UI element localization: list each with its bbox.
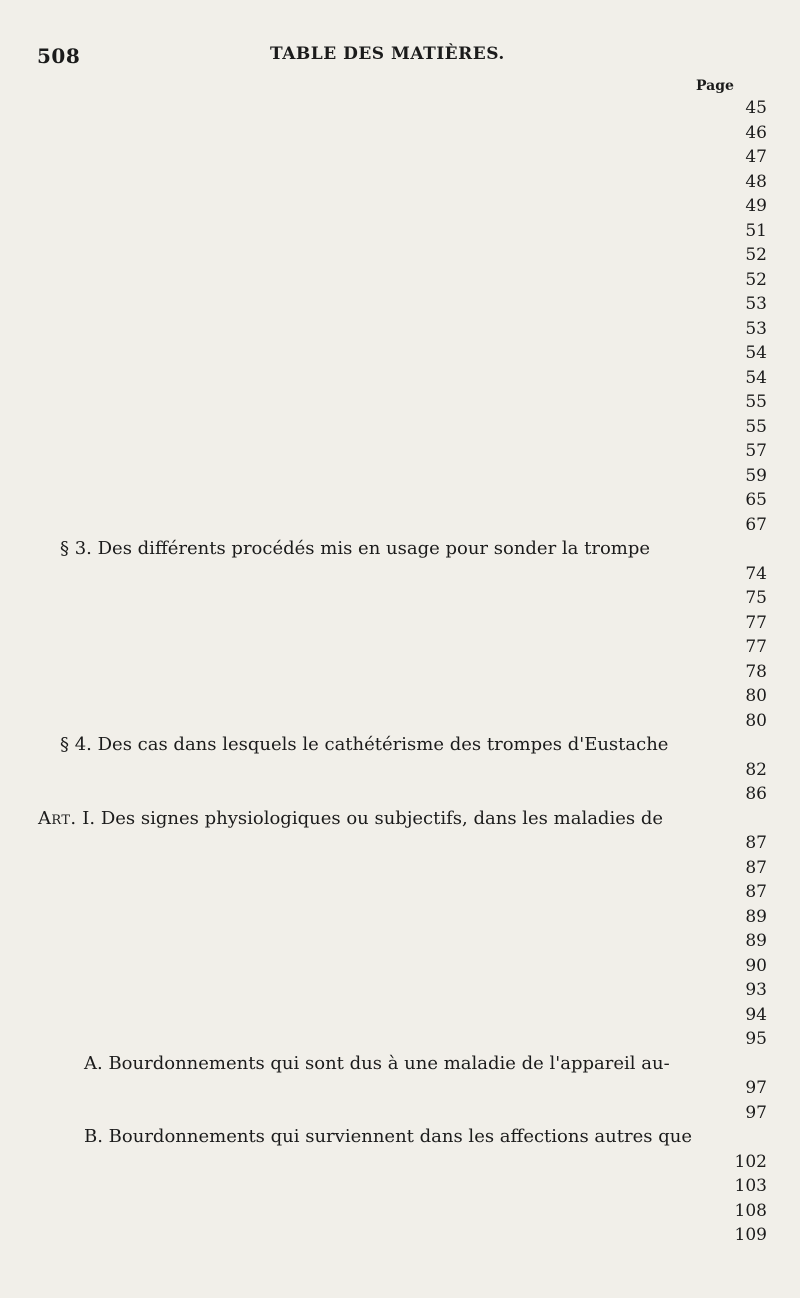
toc-entry <box>0 905 800 930</box>
toc-entry-page: 108 <box>0 1199 767 1223</box>
toc-entry <box>0 366 800 391</box>
toc-entry-page: 75 <box>0 586 767 610</box>
toc-entry <box>0 464 800 489</box>
toc-entry <box>0 1150 800 1175</box>
toc-entry-page: 53 <box>0 292 767 316</box>
toc-entry-text: B. Bourdonnements qui surviennent dans les affections autres que <box>84 1125 695 1149</box>
toc-entry-page: 89 <box>0 929 767 953</box>
toc-entry <box>0 1003 800 1028</box>
toc-entry-page: 48 <box>0 170 767 194</box>
toc-entry-page: 57 <box>0 439 767 463</box>
toc-entry <box>0 1223 800 1248</box>
toc-entry-page: 67 <box>0 513 767 537</box>
toc-entry <box>0 121 800 146</box>
toc-entry-text: § 4. Des cas dans lesquels le cathétérisme des trompes d'Eustache <box>60 733 671 757</box>
toc-entry-page: 55 <box>0 415 767 439</box>
toc-entry <box>0 439 800 464</box>
toc-entry <box>0 684 800 709</box>
toc-entry-page: 80 <box>0 684 767 708</box>
toc-entry <box>0 611 800 636</box>
toc-entry-page: 77 <box>0 611 767 635</box>
toc-entry <box>0 807 800 832</box>
toc-entry <box>0 145 800 170</box>
toc-entry-page: 45 <box>0 96 767 120</box>
toc-entry <box>0 856 800 881</box>
toc-entry-page: 49 <box>0 194 767 218</box>
toc-entry <box>0 390 800 415</box>
toc-entry-page: 87 <box>0 856 767 880</box>
toc-entry-page: 82 <box>0 758 767 782</box>
toc-entry-page: 52 <box>0 268 767 292</box>
toc-entry-text: § 3. Des différents procédés mis en usage pour sonder la trompe <box>60 537 653 561</box>
toc-entry-page: 86 <box>0 782 767 806</box>
toc-entry-page: 77 <box>0 635 767 659</box>
toc-entry <box>0 219 800 244</box>
toc-entry <box>0 341 800 366</box>
toc-entry-page: 46 <box>0 121 767 145</box>
toc-entry <box>0 317 800 342</box>
toc-entry-page: 53 <box>0 317 767 341</box>
toc-entry <box>0 1052 800 1077</box>
toc-entry-page: 74 <box>0 562 767 586</box>
toc-entry-page: 109 <box>0 1223 767 1247</box>
toc-entry-page: 94 <box>0 1003 767 1027</box>
toc-entry-page: 93 <box>0 978 767 1002</box>
toc-entry <box>0 1101 800 1126</box>
toc-entry-text: Art. I. Des signes physiologiques ou subjectifs, dans les maladies de <box>38 807 666 831</box>
toc-entry <box>0 1199 800 1224</box>
toc-entry-page: 89 <box>0 905 767 929</box>
toc-entry-page: 59 <box>0 464 767 488</box>
toc-entry <box>0 1125 800 1150</box>
page-number: 508 <box>37 44 81 68</box>
page-column-label: Page <box>696 78 734 94</box>
toc-entry <box>0 709 800 734</box>
toc-entry-page: 54 <box>0 341 767 365</box>
toc-entry-page: 102 <box>0 1150 767 1174</box>
toc-entry-page: 90 <box>0 954 767 978</box>
toc-entry <box>0 1174 800 1199</box>
toc-entry-page: 97 <box>0 1076 767 1100</box>
toc-entry <box>0 758 800 783</box>
toc-entry <box>0 978 800 1003</box>
toc-entry <box>0 170 800 195</box>
toc-entry <box>0 831 800 856</box>
toc-entry <box>0 268 800 293</box>
page-header <box>0 36 800 70</box>
toc-entry <box>0 954 800 979</box>
toc-entry-page: 95 <box>0 1027 767 1051</box>
toc-entry <box>0 586 800 611</box>
toc-entry-page: 47 <box>0 145 767 169</box>
toc-entry-page: 51 <box>0 219 767 243</box>
toc-entry-page: 52 <box>0 243 767 267</box>
toc-entry <box>0 929 800 954</box>
toc-entry <box>0 1027 800 1052</box>
toc-entry <box>0 96 800 121</box>
toc-entry <box>0 292 800 317</box>
toc-entry <box>0 782 800 807</box>
toc-entry-text: A. Bourdonnements qui sont dus à une maladie de l'appareil au- <box>84 1052 673 1076</box>
toc-entry <box>0 660 800 685</box>
toc-entry <box>0 1076 800 1101</box>
toc-entry-page: 80 <box>0 709 767 733</box>
toc-entry <box>0 880 800 905</box>
toc-entry <box>0 488 800 513</box>
toc-entry-page: 78 <box>0 660 767 684</box>
running-title: TABLE DES MATIÈRES. <box>270 44 505 64</box>
toc-entry-page: 54 <box>0 366 767 390</box>
toc-entry <box>0 243 800 268</box>
toc-entry <box>0 513 800 538</box>
toc-entry <box>0 635 800 660</box>
toc-entry-page: 97 <box>0 1101 767 1125</box>
toc-entry-page: 103 <box>0 1174 767 1198</box>
toc-entry <box>0 415 800 440</box>
toc-entry-page: 87 <box>0 880 767 904</box>
table-of-contents <box>0 96 800 1248</box>
toc-entry <box>0 537 800 562</box>
toc-entry-page: 55 <box>0 390 767 414</box>
toc-entry <box>0 733 800 758</box>
toc-entry-page: 87 <box>0 831 767 855</box>
toc-entry-page: 65 <box>0 488 767 512</box>
toc-entry <box>0 562 800 587</box>
toc-entry <box>0 194 800 219</box>
